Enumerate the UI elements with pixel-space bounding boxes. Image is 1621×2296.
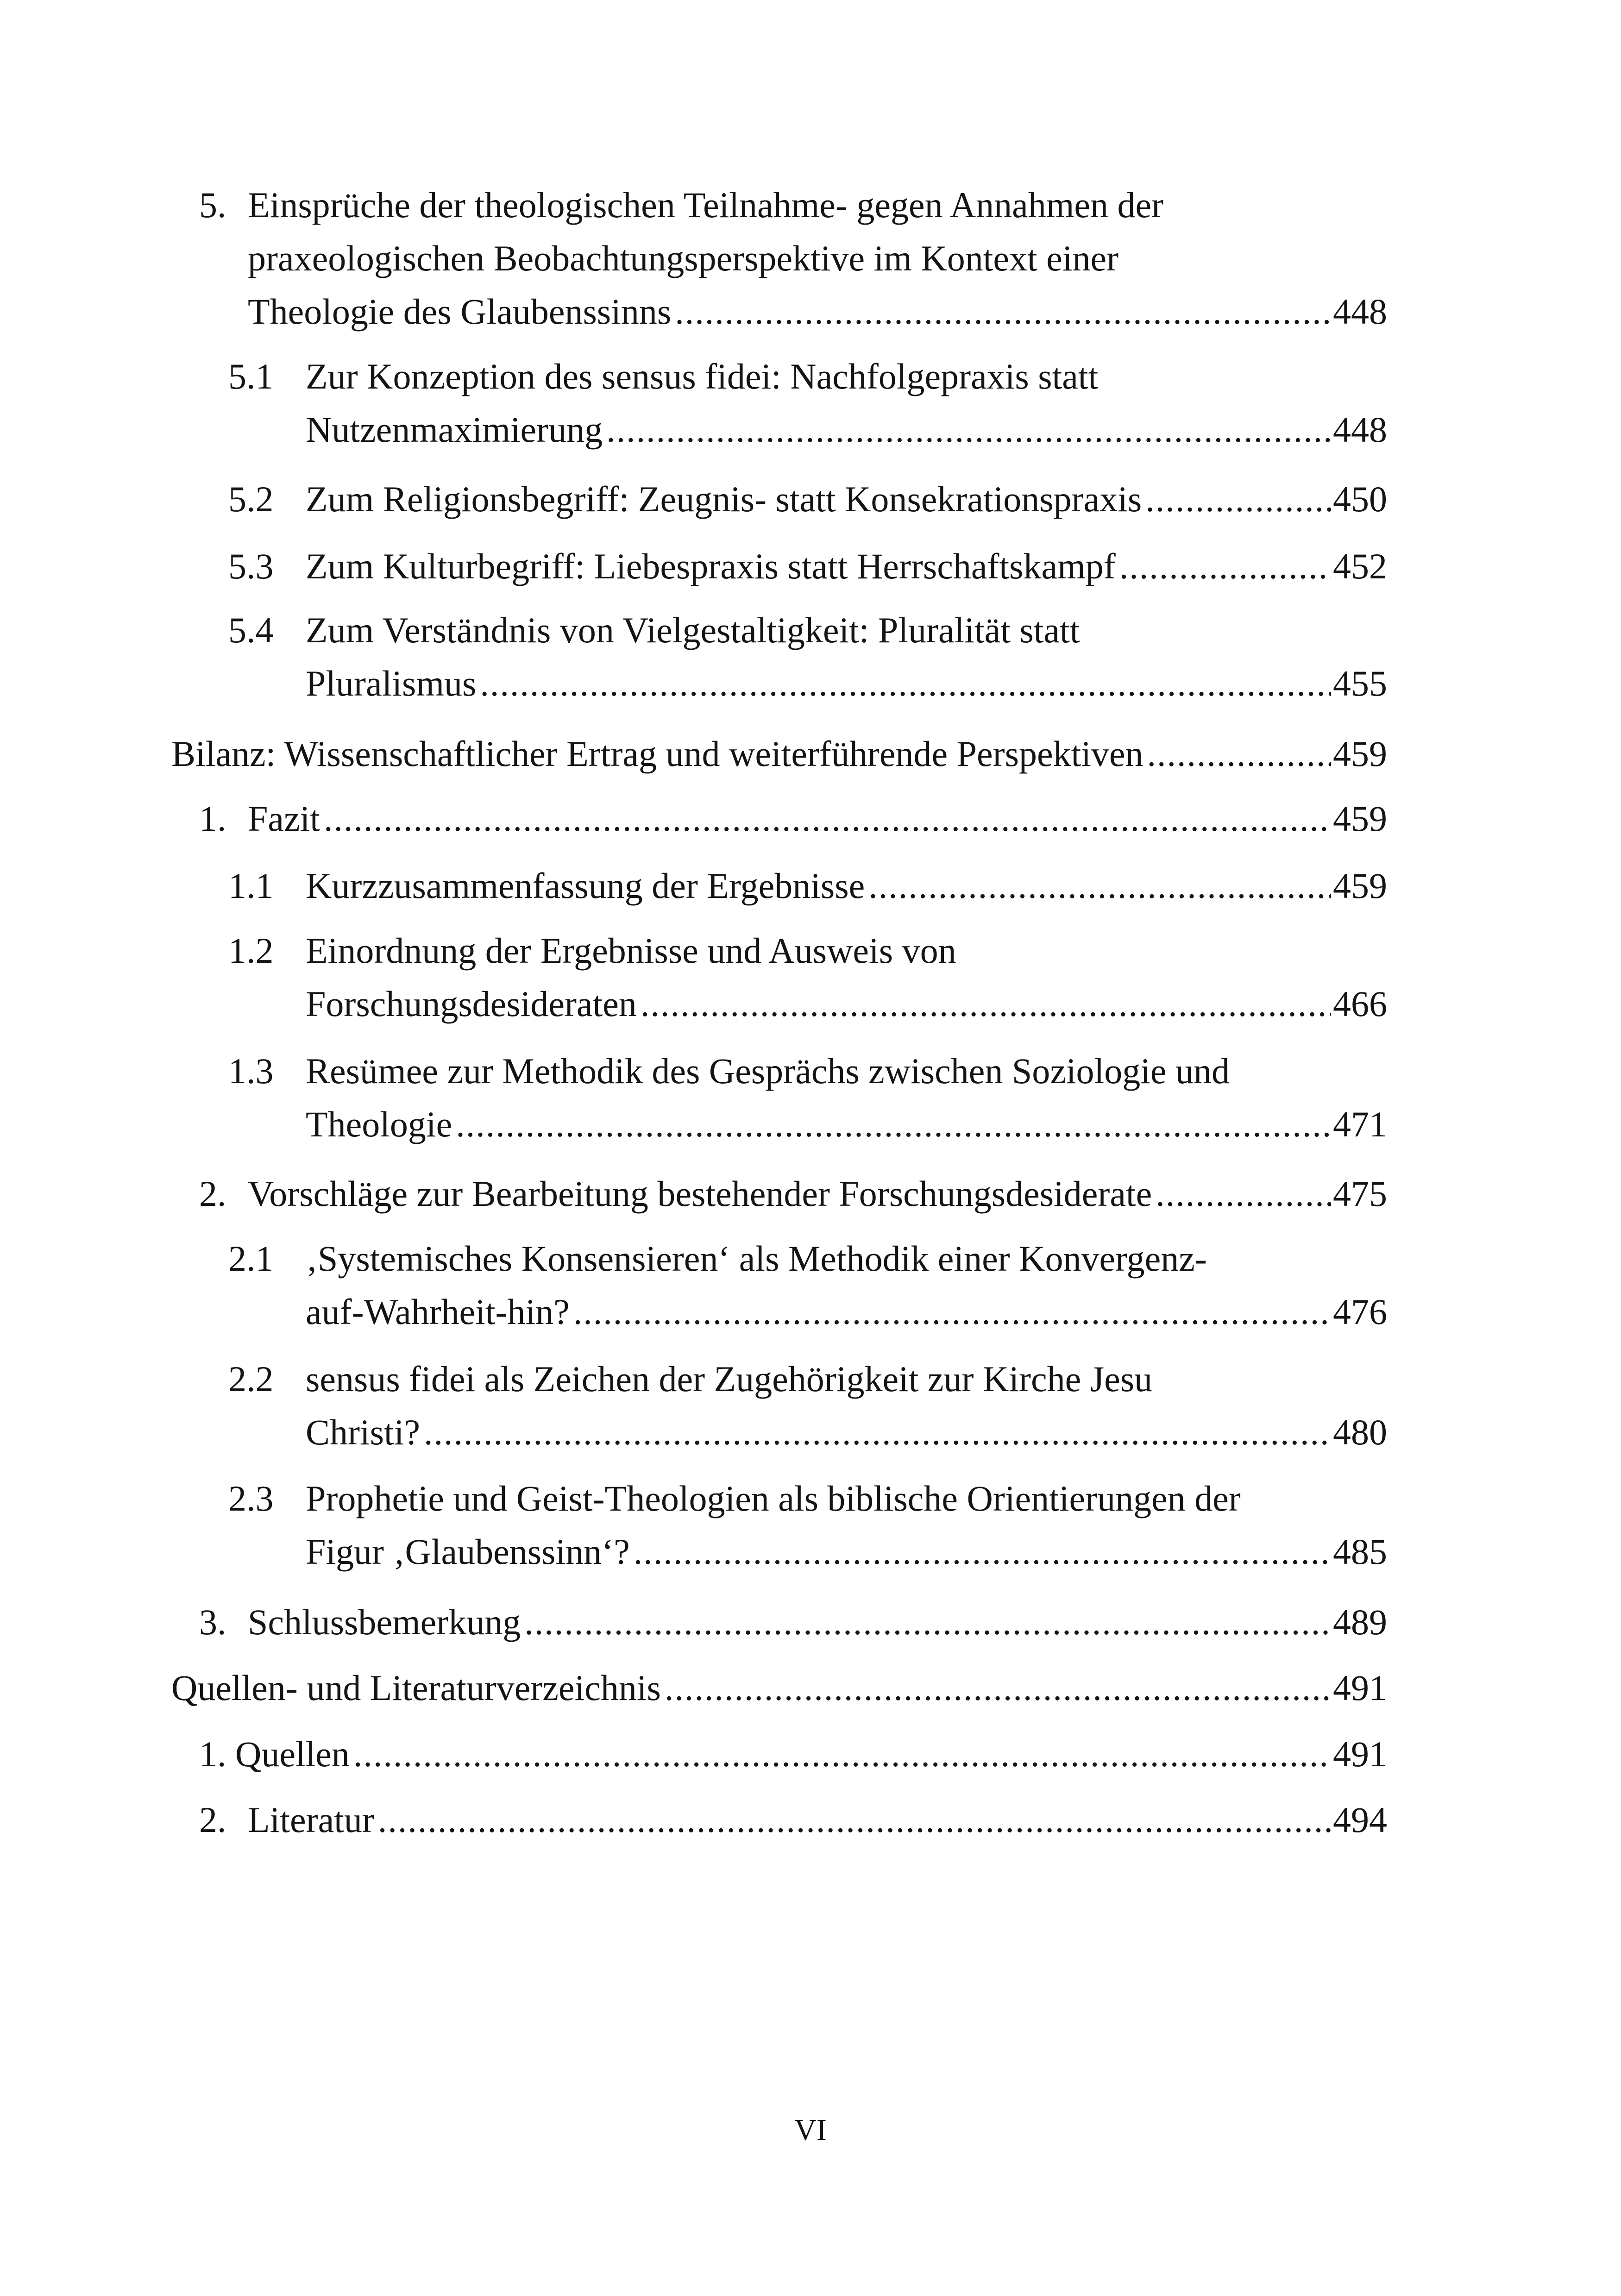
toc-entry-title-line: Kurzzusammenfassung der Ergebnisse (306, 866, 865, 906)
toc-entry-title-line: Fazit (248, 798, 320, 839)
toc-page-number: 471 (1333, 1104, 1387, 1144)
toc-entry-number: 1.2 (228, 930, 274, 971)
leader-dots (424, 1405, 1331, 1459)
toc-entry-title-line: Pluralismus (306, 663, 477, 703)
leader-dots (378, 1793, 1331, 1846)
toc-entry-title-line: Zur Konzeption des sensus fidei: Nachfolgepraxis statt (306, 356, 1099, 396)
toc-entry-title-line: Theologie (306, 1104, 452, 1144)
leader-dots (665, 1661, 1331, 1714)
toc-entry-title-line: ‚Systemisches Konsensieren‘ als Methodik einer Konvergenz- (306, 1238, 1207, 1279)
toc-entry-title-line: Figur ‚Glaubenssinn‘? (306, 1531, 630, 1572)
leader-dots (675, 285, 1331, 338)
toc-page-number: 491 (1333, 1734, 1387, 1774)
toc-page-number: 459 (1333, 866, 1387, 906)
toc-entry-number: 5.3 (228, 546, 274, 586)
leader-dots (456, 1098, 1331, 1151)
toc-entry-number: 2. (199, 1800, 226, 1840)
toc-page-number: 450 (1333, 479, 1387, 519)
toc-entry-title-line: auf-Wahrheit-hin? (306, 1292, 570, 1332)
leader-dots (641, 977, 1331, 1030)
toc-page-number: 448 (1333, 409, 1387, 450)
toc-entry-title-line: Literatur (248, 1800, 374, 1840)
leader-dots (573, 1285, 1331, 1338)
toc-page-number: 491 (1333, 1668, 1387, 1708)
toc-page-number: 489 (1333, 1602, 1387, 1642)
toc-page-number: 459 (1333, 798, 1387, 839)
toc-page-number: 448 (1333, 291, 1387, 332)
leader-dots (606, 403, 1331, 456)
toc-entry-number: 5.2 (228, 479, 274, 519)
toc-entry-title-line: 1. Quellen (199, 1734, 350, 1774)
toc-entry-number: 2.1 (228, 1238, 274, 1279)
toc-entry-title-line: Nutzenmaximierung (306, 409, 603, 450)
toc-entry-number: 5. (199, 185, 226, 225)
toc-entry-title-line: Bilanz: Wissenschaftlicher Ertrag und weiterführende Perspektiven (171, 734, 1143, 774)
toc-entry-title-line: Einordnung der Ergebnisse und Ausweis von (306, 930, 956, 971)
toc-page-number: 459 (1333, 734, 1387, 774)
toc-page-number: 494 (1333, 1800, 1387, 1840)
toc-entry-number: 1.3 (228, 1051, 274, 1091)
leader-dots (324, 792, 1331, 845)
leader-dots (1147, 727, 1331, 780)
toc-entry-title-line: praxeologischen Beobachtungsperspektive im Kontext einer (248, 238, 1119, 278)
page-folio: VI (794, 2113, 827, 2147)
toc-entry-title-line: Schlussbemerkung (248, 1602, 521, 1642)
toc-entry-title-line: Einsprüche der theologischen Teilnahme- gegen Annahmen der (248, 185, 1164, 225)
leader-dots (1145, 472, 1331, 526)
toc-entry-title-line: Christi? (306, 1412, 420, 1452)
toc-page-number: 452 (1333, 546, 1387, 586)
toc-entry-title-line: Zum Religionsbegriff: Zeugnis- statt Konsekrationspraxis (306, 479, 1142, 519)
toc-entry-number: 5.1 (228, 356, 274, 396)
toc-page-number: 475 (1333, 1173, 1387, 1214)
leader-dots (1156, 1167, 1331, 1220)
toc-entry-title-line: Prophetie und Geist-Theologien als biblische Orientierungen der (306, 1478, 1241, 1518)
toc-entry-number: 2. (199, 1173, 226, 1214)
toc-page-number: 466 (1333, 984, 1387, 1024)
toc-entry-number: 1.1 (228, 866, 274, 906)
toc-entry-title-line: Quellen- und Literaturverzeichnis (171, 1668, 661, 1708)
toc-entry-number: 3. (199, 1602, 226, 1642)
leader-dots (868, 859, 1331, 912)
leader-dots (634, 1525, 1331, 1578)
leader-dots (1119, 539, 1331, 593)
toc-entry-title-line: Resümee zur Methodik des Gesprächs zwischen Soziologie und (306, 1051, 1230, 1091)
toc-page-number: 485 (1333, 1531, 1387, 1572)
toc-entry-title-line: Vorschläge zur Bearbeitung bestehender Forschungsdesiderate (248, 1173, 1152, 1214)
toc-entry-title-line: Theologie des Glaubenssinns (248, 291, 672, 332)
toc-entry-number: 2.2 (228, 1359, 274, 1399)
toc-entry-number: 5.4 (228, 610, 274, 650)
toc-page-number: 476 (1333, 1292, 1387, 1332)
toc-entry-title-line: Forschungsdesideraten (306, 984, 637, 1024)
toc-entry-number: 2.3 (228, 1478, 274, 1518)
toc-page-number: 455 (1333, 663, 1387, 703)
toc-page-number: 480 (1333, 1412, 1387, 1452)
toc-entry-title-line: sensus fidei als Zeichen der Zugehörigkeit zur Kirche Jesu (306, 1359, 1153, 1399)
toc-entry-number: 1. (199, 798, 226, 839)
leader-dots (524, 1595, 1331, 1649)
leader-dots (480, 657, 1331, 710)
toc-entry-title-line: Zum Verständnis von Vielgestaltigkeit: Pluralität statt (306, 610, 1080, 650)
toc-entry-title-line: Zum Kulturbegriff: Liebespraxis statt Herrschaftskampf (306, 546, 1116, 586)
leader-dots (353, 1727, 1331, 1781)
